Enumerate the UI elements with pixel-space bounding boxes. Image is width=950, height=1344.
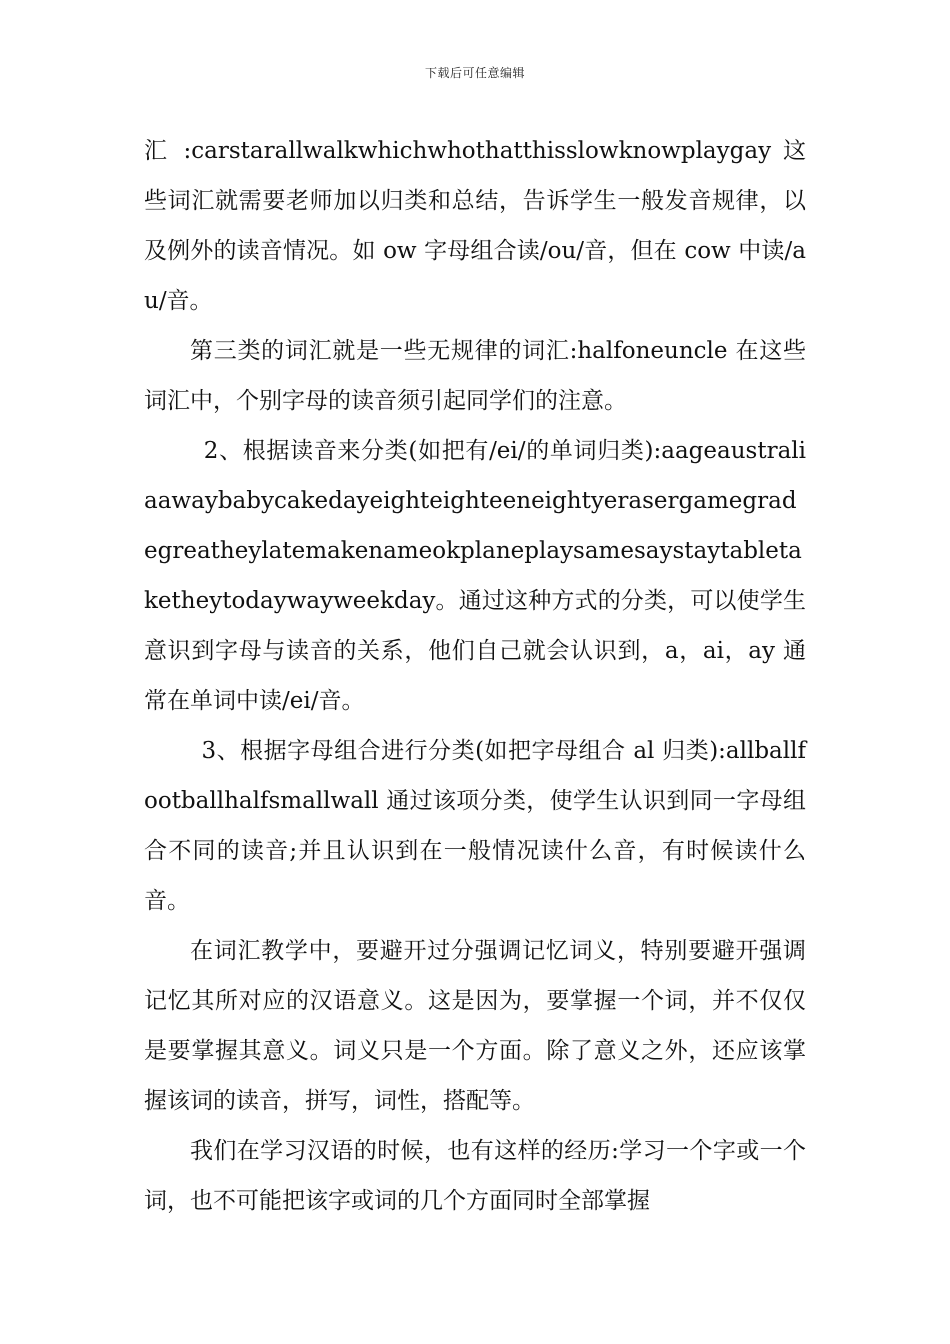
paragraph-irregular-words: 第三类的词汇就是一些无规律的词汇:halfoneuncle 在这些词汇中，个别字母的读音须引起同学们的注意。 <box>144 338 806 414</box>
paragraph-classify-by-letter-combination: 3、根据字母组合进行分类(如把字母组合 al 归类):allballfootballhalfsmallwall 通过该项分类，使学生认识到同一字母组合不同的读音;并且认识到在一般情况读什么音，有时候读什么音。 <box>144 738 806 914</box>
paragraph-chinese-learning: 我们在学习汉语的时候，也有这样的经历:学习一个字或一个词，也不可能把该字或词的几个方面同时全部掌握 <box>144 1138 806 1214</box>
paragraph-word-meaning: 在词汇教学中，要避开过分强调记忆词义，特别要避开强调记忆其所对应的汉语意义。这是因为，要掌握一个词，并不仅仅是要掌握其意义。词义只是一个方面。除了意义之外，还应该掌握该词的读音，拼写，词性，搭配等。 <box>144 938 806 1114</box>
document-body <box>144 126 806 1226</box>
paragraph-classify-by-sound: 2、根据读音来分类(如把有/ei/的单词归类):aageaustraliaawaybabycakedayeighteighteeneightyerasergamegradegreatheylatemakenameokplaneplaysamesaystaytabletaketheytodaywayweekday。通过这种方式的分类，可以使学生意识到字母与读音的关系，他们自己就会认识到，a，ai，ay 通常在单词中读/ei/音。 <box>144 438 806 714</box>
paragraph-vocabulary-rules: 汇 :carstarallwalkwhichwhothatthisslowknowplaygay 这些词汇就需要老师加以归类和总结，告诉学生一般发音规律，以及例外的读音情况。如 ow 字母组合读/ou/音，但在 cow 中读/au/音。 <box>144 138 806 314</box>
page-header: 下载后可任意编辑 <box>424 66 525 80</box>
